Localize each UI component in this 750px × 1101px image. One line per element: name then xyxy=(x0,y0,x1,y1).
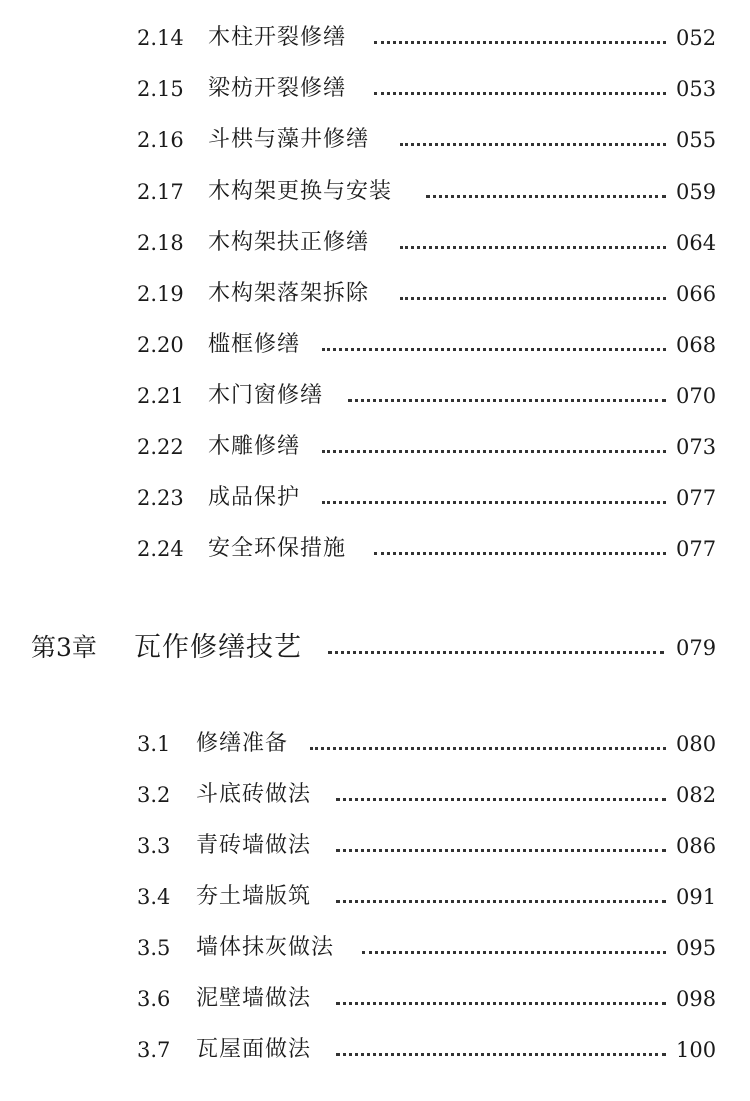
entry-number: 2.24 xyxy=(137,537,184,561)
entry-page-number: 077 xyxy=(676,537,717,561)
entry-title: 安全环保措施 xyxy=(208,536,347,561)
entry-number: 2.21 xyxy=(137,384,184,408)
entry-title: 墙体抹灰做法 xyxy=(196,935,335,960)
toc-entry-2-15[interactable] xyxy=(0,72,750,106)
dot-leader xyxy=(348,399,666,402)
entry-page-number: 080 xyxy=(676,732,717,756)
dot-leader xyxy=(400,297,666,300)
dot-leader xyxy=(374,552,666,555)
dot-leader xyxy=(426,195,666,198)
entry-page-number: 091 xyxy=(676,885,717,909)
toc-entry-3-4[interactable] xyxy=(0,880,750,914)
toc-entry-2-22[interactable] xyxy=(0,430,750,464)
entry-page-number: 086 xyxy=(676,834,717,858)
toc-chapter-3[interactable] xyxy=(0,626,750,670)
entry-title: 木构架落架拆除 xyxy=(208,281,370,306)
dot-leader xyxy=(400,246,666,249)
entry-number: 2.16 xyxy=(137,128,184,152)
dot-leader xyxy=(336,798,666,801)
toc-entry-2-14[interactable] xyxy=(0,21,750,55)
entry-page-number: 053 xyxy=(676,77,717,101)
dot-leader xyxy=(310,747,666,750)
entry-page-number: 068 xyxy=(676,333,717,357)
entry-page-number: 095 xyxy=(676,936,717,960)
entry-page-number: 098 xyxy=(676,987,717,1011)
dot-leader xyxy=(328,651,664,654)
dot-leader xyxy=(336,1053,666,1056)
dot-leader xyxy=(322,450,666,453)
entry-title: 木门窗修缮 xyxy=(208,383,324,408)
dot-leader xyxy=(322,501,666,504)
toc-entry-2-17[interactable] xyxy=(0,175,750,209)
toc-entry-3-5[interactable] xyxy=(0,931,750,965)
toc-entry-2-20[interactable] xyxy=(0,328,750,362)
entry-title: 修缮准备 xyxy=(196,731,289,756)
entry-page-number: 064 xyxy=(676,231,717,255)
entry-number: 2.14 xyxy=(137,26,184,50)
entry-number: 3.5 xyxy=(137,936,171,960)
dot-leader xyxy=(362,951,666,954)
toc-entry-2-16[interactable] xyxy=(0,123,750,157)
entry-title: 木构架扶正修缮 xyxy=(208,230,370,255)
entry-page-number: 082 xyxy=(676,783,717,807)
entry-number: 2.17 xyxy=(137,180,184,204)
toc-entry-2-21[interactable] xyxy=(0,379,750,413)
entry-number: 3.1 xyxy=(137,732,171,756)
entry-number: 3.4 xyxy=(137,885,171,909)
entry-page-number: 100 xyxy=(676,1038,717,1062)
chapter-label: 第3章 xyxy=(31,633,97,662)
entry-number: 3.3 xyxy=(137,834,171,858)
chapter-page-number: 079 xyxy=(676,636,717,660)
toc-entry-3-2[interactable] xyxy=(0,778,750,812)
entry-title: 斗栱与藻井修缮 xyxy=(208,127,370,152)
entry-page-number: 055 xyxy=(676,128,717,152)
entry-title: 梁枋开裂修缮 xyxy=(208,76,347,101)
dot-leader xyxy=(374,41,666,44)
toc-entry-2-23[interactable] xyxy=(0,481,750,515)
chapter-title: 瓦作修缮技艺 xyxy=(134,632,302,663)
entry-page-number: 059 xyxy=(676,180,717,204)
entry-title: 木雕修缮 xyxy=(208,434,301,459)
entry-title: 泥壁墙做法 xyxy=(196,986,312,1011)
entry-title: 槛框修缮 xyxy=(208,332,301,357)
dot-leader xyxy=(374,92,666,95)
toc-entry-3-7[interactable] xyxy=(0,1033,750,1067)
dot-leader xyxy=(400,143,666,146)
entry-title: 成品保护 xyxy=(208,485,301,510)
entry-page-number: 073 xyxy=(676,435,717,459)
entry-number: 2.19 xyxy=(137,282,184,306)
entry-title: 斗底砖做法 xyxy=(196,782,312,807)
entry-title: 木构架更换与安装 xyxy=(208,179,393,204)
entry-number: 3.7 xyxy=(137,1038,171,1062)
entry-title: 青砖墙做法 xyxy=(196,833,312,858)
dot-leader xyxy=(322,348,666,351)
entry-number: 2.18 xyxy=(137,231,184,255)
entry-title: 木柱开裂修缮 xyxy=(208,25,347,50)
entry-page-number: 070 xyxy=(676,384,717,408)
entry-number: 2.22 xyxy=(137,435,184,459)
toc-entry-3-6[interactable] xyxy=(0,982,750,1016)
entry-number: 3.6 xyxy=(137,987,171,1011)
entry-number: 3.2 xyxy=(137,783,171,807)
entry-number: 2.15 xyxy=(137,77,184,101)
entry-page-number: 077 xyxy=(676,486,717,510)
toc-entry-2-18[interactable] xyxy=(0,226,750,260)
entry-page-number: 052 xyxy=(676,26,717,50)
dot-leader xyxy=(336,1002,666,1005)
dot-leader xyxy=(336,849,666,852)
entry-title: 夯土墙版筑 xyxy=(196,884,312,909)
toc-entry-2-19[interactable] xyxy=(0,277,750,311)
entry-page-number: 066 xyxy=(676,282,717,306)
dot-leader xyxy=(336,900,666,903)
toc-entry-3-1[interactable] xyxy=(0,727,750,761)
entry-title: 瓦屋面做法 xyxy=(196,1037,312,1062)
entry-number: 2.23 xyxy=(137,486,184,510)
toc-entry-3-3[interactable] xyxy=(0,829,750,863)
toc-entry-2-24[interactable] xyxy=(0,532,750,566)
entry-number: 2.20 xyxy=(137,333,184,357)
